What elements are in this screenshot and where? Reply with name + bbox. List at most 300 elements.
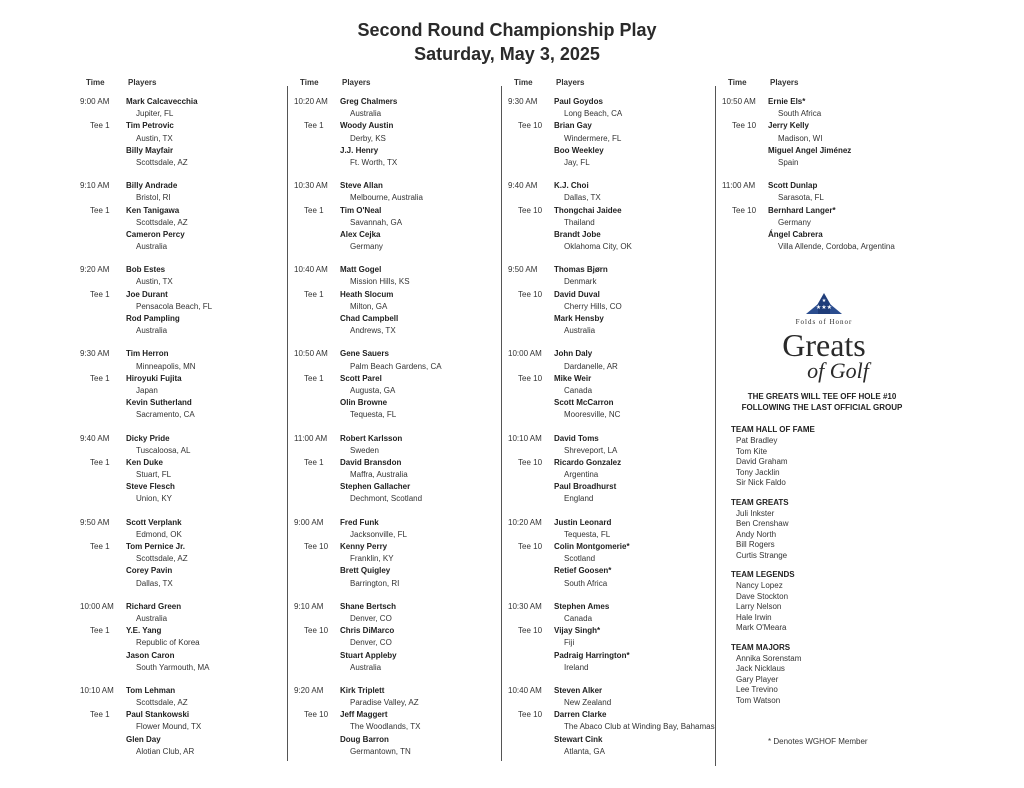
player-row [80,205,280,217]
player-row [508,565,718,577]
location-row [508,697,718,709]
spacer [508,157,554,169]
player-name: Jerry Kelly [768,121,809,131]
player-name: Gene Sauers [340,349,389,359]
team-member: Lee Trevino [736,685,778,694]
spacer [80,133,126,145]
location-row [80,637,280,649]
player-name: Greg Chalmers [340,97,398,106]
player-row [80,481,280,493]
player-name: Stuart Appleby [340,650,397,660]
player-name: Brian Gay [554,121,592,131]
spacer [80,409,126,421]
player-row [80,264,280,276]
player-name: Richard Green [126,601,182,611]
location-row [294,192,494,204]
location-row [294,445,494,457]
location-row [80,217,280,229]
location-row [80,409,280,421]
player-location: Denmark [564,277,597,287]
location-row [294,108,494,120]
spacer [80,734,126,746]
location-row [294,157,494,169]
player-name: Mark Hensby [554,314,604,323]
spacer [80,361,126,373]
spacer [80,578,126,590]
player-row [508,145,718,157]
tee-time: 9:40 AM [508,181,538,191]
spacer [294,157,340,169]
location-row [508,108,718,120]
player-name: Ángel Cabrera [768,229,823,239]
tee-time-group [294,348,494,421]
player-name: Scott McCarron [554,398,614,408]
location-row [80,157,280,169]
player-name: David Bransdon [340,457,402,467]
spacer [80,157,126,169]
player-location: Jupiter, FL [136,109,174,119]
player-row [508,180,718,192]
player-row [508,457,718,469]
spacer [508,276,554,288]
location-row [508,637,718,649]
footnote: * Denotes WGHOF Member [768,737,868,746]
player-name: Darren Clarke [554,710,607,720]
spacer [508,217,554,229]
spacer [80,192,126,204]
player-row [294,229,494,241]
tee-time: 10:20 AM [294,97,328,106]
tee-time-group [508,96,718,169]
tee-time: 9:20 AM [294,685,324,695]
player-location: Fiji [564,638,575,648]
player-row [508,229,718,241]
player-row [294,96,494,108]
player-row [294,457,494,469]
player-location: Thailand [564,217,595,227]
spacer [508,409,554,421]
spacer [294,565,340,577]
tee-time: 10:40 AM [508,685,542,695]
player-location: Scottsdale, AZ [136,157,188,167]
location-row [508,493,718,505]
location-row [508,529,718,541]
spacer [508,133,554,145]
location-row [80,361,280,373]
player-name: Tom Lehman [126,685,176,695]
tee-time: 11:00 AM [722,181,756,191]
player-name: K.J. Choi [554,181,589,191]
tee-notice-line-2: FOLLOWING THE LAST OFFICIAL GROUP [741,403,903,412]
player-name: Y.E. Yang [126,626,162,636]
player-row [80,734,280,746]
spacer [508,650,554,662]
tee-number: Tee 10 [304,710,329,720]
team-member: Tony Jacklin [736,467,780,477]
spacer [80,469,126,481]
spacer [722,133,768,145]
spacer [80,313,126,325]
location-row [294,662,494,674]
player-name: Vijay Singh* [554,626,601,636]
location-row [294,578,494,590]
player-location: Paradise Valley, AZ [350,698,419,708]
spacer [80,613,126,625]
tee-time-group [508,348,718,421]
player-location: Milton, GA [350,301,388,311]
tee-time: 10:50 AM [294,349,328,359]
player-row [80,565,280,577]
spacer [294,313,340,325]
player-row [508,433,718,445]
player-location: South Africa [564,578,608,588]
spacer [294,192,340,204]
location-row [80,553,280,565]
player-location: Jay, FL [564,157,590,167]
time-header: Time [514,78,533,87]
tee-time-group [508,517,718,590]
location-row [294,721,494,733]
player-row [80,517,280,529]
player-row [508,373,718,385]
spacer [508,469,554,481]
player-name: Fred Funk [340,517,379,527]
player-name: Billy Mayfair [126,145,174,155]
spacer [722,192,768,204]
player-row [294,734,494,746]
location-row [80,529,280,541]
spacer [508,397,554,409]
team-member: Larry Nelson [736,602,782,611]
spacer [294,721,340,733]
tee-number: Tee 1 [90,289,110,299]
tee-time-group [722,96,922,169]
player-name: Kevin Sutherland [126,398,192,408]
tee-number: Tee 1 [90,457,110,467]
player-location: Stuart, FL [136,470,172,480]
player-location: Windermere, FL [564,133,622,143]
players-header: Players [342,78,371,87]
player-location: Denver, CO [350,613,392,623]
spacer [508,361,554,373]
tee-number: Tee 1 [90,626,110,636]
spacer [508,481,554,493]
column-header [294,78,494,96]
player-location: Dallas, TX [136,578,173,588]
location-row [294,697,494,709]
tee-time-group [80,264,280,337]
player-row [80,289,280,301]
player-location: New Zealand [564,698,612,708]
player-location: Atlanta, GA [564,746,605,756]
tee-number: Tee 1 [90,373,110,383]
location-row [80,276,280,288]
location-row [294,746,494,758]
spacer [294,469,340,481]
team-title: TEAM GREATS [731,497,789,507]
location-row [722,133,922,145]
spacer [722,108,768,120]
player-row [508,120,718,132]
location-row [294,409,494,421]
tee-number: Tee 10 [518,710,543,720]
tee-time-group [294,96,494,169]
tee-time: 10:00 AM [80,601,114,611]
player-location: Scottsdale, AZ [136,217,188,227]
team-member: David Graham [736,457,788,466]
player-location: Germantown, TN [350,746,411,756]
tee-time: 9:00 AM [80,97,110,106]
player-name: Heath Slocum [340,289,394,299]
player-location: Scottsdale, AZ [136,698,188,708]
spacer [80,650,126,662]
tee-number: Tee 10 [518,205,543,215]
team-title: TEAM LEGENDS [731,570,795,579]
player-location: Melbourne, Australia [350,193,423,203]
location-row [294,613,494,625]
player-location: Oklahoma City, OK [564,242,632,252]
spacer [508,229,554,241]
location-row [294,241,494,253]
spacer [508,553,554,565]
team-block [731,569,911,634]
player-location: Australia [564,326,596,336]
tee-number: Tee 10 [304,626,329,636]
player-name: Ricardo Gonzalez [554,457,622,467]
spacer [80,241,126,253]
location-row [508,157,718,169]
tee-time: 10:30 AM [508,601,542,611]
player-row [722,205,922,217]
column-header [508,78,718,96]
location-row [722,192,922,204]
player-row [508,96,718,108]
player-name: J.J. Henry [340,145,379,155]
player-name: Tom Pernice Jr. [126,542,185,551]
spacer [294,361,340,373]
player-location: Jacksonville, FL [350,529,407,539]
player-name: Scott Verplank [126,517,182,527]
player-location: South Yarmouth, MA [136,662,210,672]
spacer [294,241,340,253]
schedule-column-2 [294,78,494,769]
tee-number: Tee 10 [518,542,543,551]
player-name: Ken Duke [126,457,163,467]
tee-number: Tee 10 [304,542,329,551]
player-row [294,481,494,493]
player-location: Australia [136,613,168,623]
player-location: Australia [136,242,168,252]
tee-time-group [508,601,718,674]
player-location: Scottsdale, AZ [136,554,188,564]
player-name: David Duval [554,289,600,299]
players-header: Players [128,78,157,87]
spacer [508,241,554,253]
location-row [508,241,718,253]
player-row [294,625,494,637]
spacer [80,217,126,229]
tee-time-group [294,685,494,758]
player-name: David Toms [554,433,599,443]
spacer [294,385,340,397]
player-name: Paul Broadhurst [554,482,617,492]
location-row [80,325,280,337]
tee-time-group [80,601,280,674]
location-row [508,192,718,204]
tee-number: Tee 1 [90,205,110,215]
player-location: Canada [564,613,593,623]
tee-time-group [508,180,718,253]
tee-time: 10:40 AM [294,265,328,275]
tee-number: Tee 1 [304,457,324,467]
player-row [508,601,718,613]
spacer [294,108,340,120]
tee-time: 10:20 AM [508,517,542,527]
spacer [294,229,340,241]
tee-time: 9:10 AM [80,181,110,191]
team-member: Nancy Lopez [736,581,783,590]
spacer [508,734,554,746]
page-title: Second Round Championship Play [357,20,657,40]
location-row [80,133,280,145]
player-name: Steve Flesch [126,482,175,492]
player-location: Cherry Hills, CO [564,301,622,311]
spacer [722,145,768,157]
team-member: Andy North [736,529,777,539]
location-row [294,469,494,481]
player-location: Denver, CO [350,638,392,648]
spacer [80,108,126,120]
player-row [722,96,922,108]
location-row [294,637,494,649]
tee-notice-line-1: THE GREATS WILL TEE OFF HOLE #10 [747,392,897,401]
player-row [294,433,494,445]
player-name: Mark Calcavecchia [126,97,198,106]
player-row [294,709,494,721]
tee-time: 9:10 AM [294,601,324,611]
player-name: Tim O'Neal [340,205,382,215]
player-location: Mission Hills, KS [350,277,410,287]
spacer [80,746,126,758]
player-row [80,348,280,360]
svg-text:★★★: ★★★ [815,304,833,311]
location-row [80,578,280,590]
tee-number: Tee 10 [518,373,543,383]
player-row [294,650,494,662]
team-member: Bill Rogers [736,540,775,549]
location-row [294,529,494,541]
player-name: Glen Day [126,734,161,744]
player-name: Joe Durant [126,289,168,299]
player-row [294,685,494,697]
player-row [80,709,280,721]
player-name: Steven Alker [554,685,603,695]
spacer [80,697,126,709]
spacer [80,637,126,649]
column-header [80,78,280,96]
player-location: Shreveport, LA [564,445,618,455]
location-row [294,385,494,397]
tee-number: Tee 1 [304,373,324,383]
team-block [731,424,911,489]
location-row [294,217,494,229]
player-location: Pensacola Beach, FL [136,301,213,311]
spacer [294,529,340,541]
player-location: Andrews, TX [350,326,396,336]
player-row [294,373,494,385]
player-name: Thomas Bjørn [554,265,608,275]
player-row [80,457,280,469]
spacer [722,157,768,169]
spacer [80,481,126,493]
player-name: Padraig Harrington* [554,650,630,660]
player-row [80,145,280,157]
spacer [508,301,554,313]
tee-time: 11:00 AM [294,433,328,443]
spacer [80,493,126,505]
player-name: Corey Pavin [126,566,173,576]
player-name: Miguel Angel Jiménez [768,145,852,155]
schedule-column-3 [508,78,718,769]
player-name: Kenny Perry [340,542,388,551]
player-location: The Abaco Club at Winding Bay, Bahamas [564,722,715,732]
spacer [508,565,554,577]
player-name: Ernie Els* [768,97,806,106]
player-location: Austin, TX [136,277,173,287]
spacer [294,325,340,337]
tee-time-group [294,180,494,253]
spacer [80,325,126,337]
tee-number: Tee 10 [518,457,543,467]
spacer [80,565,126,577]
player-name: Cameron Percy [126,229,185,239]
spacer [294,301,340,313]
tee-time-group [294,517,494,590]
tee-time-group [80,348,280,421]
team-block [731,497,911,562]
location-row [508,325,718,337]
player-location: Sacramento, CA [136,410,195,420]
player-row [294,397,494,409]
player-name: Woody Austin [340,121,394,131]
player-row [80,541,280,553]
tee-time: 10:30 AM [294,181,328,191]
tee-time: 9:50 AM [80,517,110,527]
player-location: Barrington, RI [350,578,400,588]
player-name: Thongchai Jaidee [554,205,622,215]
player-name: Stewart Cink [554,734,603,744]
location-row [294,493,494,505]
player-row [80,601,280,613]
player-name: Boo Weekley [554,145,604,155]
player-location: Minneapolis, MN [136,361,196,371]
tee-number: Tee 10 [518,121,543,131]
spacer [294,493,340,505]
spacer [294,650,340,662]
location-row [80,697,280,709]
player-location: Long Beach, CA [564,109,623,119]
player-row [294,120,494,132]
tee-time-group [294,433,494,506]
location-row [722,217,922,229]
location-row [80,662,280,674]
tee-number: Tee 1 [304,121,324,131]
spacer [508,697,554,709]
tee-time: 9:30 AM [80,349,110,359]
player-name: Paul Stankowski [126,710,190,720]
player-row [722,229,922,241]
player-row [508,313,718,325]
